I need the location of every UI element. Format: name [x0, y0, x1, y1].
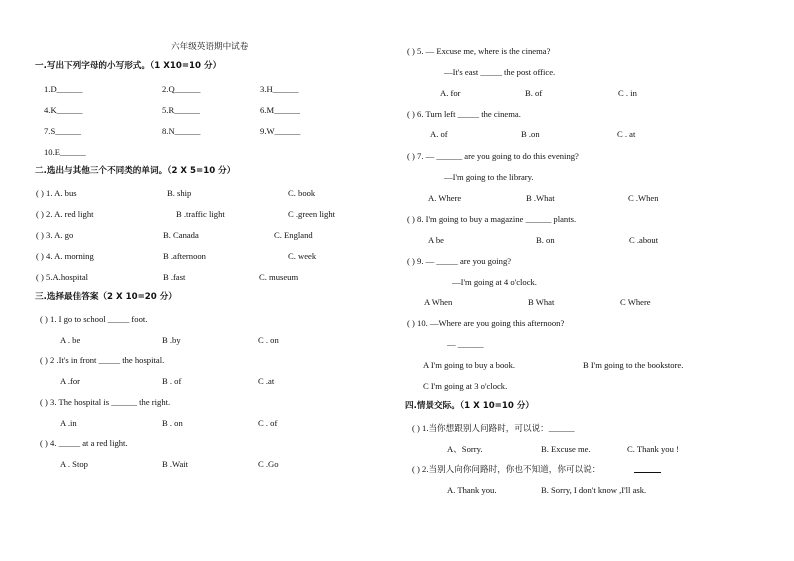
odd-one-option: C. England — [274, 230, 313, 240]
mc-option: A When — [424, 297, 453, 307]
mc-question: ( ) 10. —Where are you going this afternoon? — [407, 318, 565, 328]
dialog-option: B. Excuse me. — [541, 444, 591, 454]
mc-option: A .in — [60, 418, 77, 428]
mc-option: B .Wait — [162, 459, 189, 469]
letter-item: 3.H______ — [260, 84, 299, 94]
section-3-heading: 三.选择最佳答案（2 X 10=20 分） — [35, 292, 177, 302]
mc-question: ( ) 2 .It's in front _____ the hospital. — [40, 355, 165, 365]
mc-option: B . on — [162, 418, 183, 428]
dialog-question: ( ) 1.当你想跟别人问路时，可以说：______ — [412, 423, 575, 433]
letter-item: 10.E______ — [44, 147, 86, 157]
mc-option: C Where — [620, 297, 651, 307]
mc-question: ( ) 5. — Excuse me, where is the cinema? — [407, 46, 551, 56]
mc-question-line2: —I'm going to the library. — [444, 172, 534, 182]
letter-item: 4.K______ — [44, 105, 83, 115]
mc-question: ( ) 1. I go to school _____ foot. — [40, 314, 148, 324]
mc-option: A I'm going to buy a book. — [423, 360, 516, 370]
odd-one-option: B .afternoon — [163, 251, 206, 261]
letter-item: 6.M______ — [260, 105, 300, 115]
mc-question: ( ) 9. — _____ are you going? — [407, 256, 512, 266]
letter-item: 5.R______ — [162, 105, 200, 115]
dialog-option: A、Sorry. — [447, 444, 483, 454]
dialog-option: C. Thank you ! — [627, 444, 679, 454]
odd-one-question: ( ) 1. A. bus — [36, 188, 77, 198]
mc-option: B I'm going to the bookstore. — [583, 360, 684, 370]
odd-one-option: B .traffic light — [176, 209, 225, 219]
odd-one-option: B. Canada — [163, 230, 199, 240]
mc-option: C I'm going at 3 o'clock. — [423, 381, 508, 391]
odd-one-question: ( ) 3. A. go — [36, 230, 74, 240]
odd-one-option: C .green light — [288, 209, 336, 219]
letter-item: 2.Q______ — [162, 84, 201, 94]
mc-question-line2: —I'm going at 4 o'clock. — [452, 277, 537, 287]
odd-one-question: ( ) 4. A. morning — [36, 251, 94, 261]
section-1-heading: 一.写出下列字母的小写形式。（1 X10=10 分） — [35, 61, 222, 71]
mc-option: C .about — [629, 235, 659, 245]
mc-option: C . on — [258, 335, 279, 345]
odd-one-option: C. week — [288, 251, 317, 261]
odd-one-option: C. museum — [259, 272, 299, 282]
mc-option: A be — [428, 235, 444, 245]
odd-one-option: B .fast — [163, 272, 186, 282]
mc-option: C . at — [617, 129, 636, 139]
dialog-option: A. Thank you. — [447, 485, 497, 495]
mc-option: A . be — [60, 335, 81, 345]
mc-option: C . in — [618, 88, 637, 98]
mc-option: C . of — [258, 418, 278, 428]
mc-option: B. on — [536, 235, 555, 245]
mc-option: B .on — [521, 129, 540, 139]
odd-one-option: C. book — [288, 188, 316, 198]
mc-option: A . Stop — [60, 459, 88, 469]
answer-blank — [634, 472, 661, 473]
mc-option: C .Go — [258, 459, 279, 469]
mc-question: ( ) 4. _____ at a red light. — [40, 438, 128, 448]
dialog-option: B. Sorry, I don't know ,I'll ask. — [541, 485, 647, 495]
odd-one-question: ( ) 5.A.hospital — [36, 272, 89, 282]
mc-option: B .What — [526, 193, 555, 203]
mc-question: ( ) 3. The hospital is ______ the right. — [40, 397, 171, 407]
mc-option: B .by — [162, 335, 181, 345]
section-2-heading: 二.选出与其他三个不同类的单词。（2 X 5=10 分） — [35, 166, 236, 176]
mc-option: B What — [528, 297, 555, 307]
mc-option: A. for — [440, 88, 461, 98]
letter-item: 9.W______ — [260, 126, 301, 136]
mc-option: C .at — [258, 376, 275, 386]
odd-one-option: B. ship — [167, 188, 192, 198]
mc-option: B . of — [162, 376, 182, 386]
section-4-heading: 四.情景交际。（1 X 10=10 分） — [405, 401, 535, 411]
letter-item: 7.S______ — [44, 126, 82, 136]
mc-option: C .When — [628, 193, 659, 203]
mc-question-line2: — ______ — [447, 339, 484, 349]
mc-option: A. of — [430, 129, 448, 139]
mc-option: B. of — [525, 88, 543, 98]
letter-item: 1.D______ — [44, 84, 83, 94]
mc-question-line2: —It's east _____ the post office. — [444, 67, 556, 77]
mc-question: ( ) 6. Turn left _____ the cinema. — [407, 109, 521, 119]
page-title: 六年级英语期中试卷 — [171, 42, 249, 52]
odd-one-question: ( ) 2. A. red light — [36, 209, 94, 219]
letter-item: 8.N______ — [162, 126, 201, 136]
mc-option: A. Where — [428, 193, 462, 203]
dialog-question: ( ) 2.当别人向你问路时，你也不知道，你可以说： — [412, 464, 601, 474]
mc-option: A .for — [60, 376, 81, 386]
mc-question: ( ) 7. — ______ are you going to do this evening? — [407, 151, 579, 161]
mc-question: ( ) 8. I'm going to buy a magazine ______ plants. — [407, 214, 577, 224]
